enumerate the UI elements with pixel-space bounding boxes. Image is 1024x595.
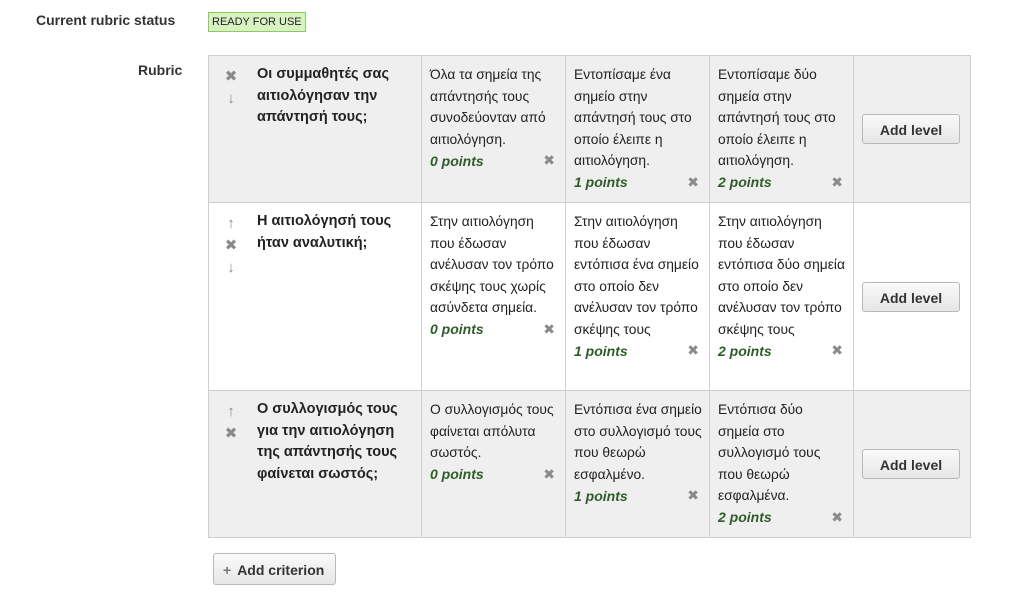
level-cell[interactable] bbox=[566, 203, 710, 391]
close-icon[interactable]: ✖ bbox=[224, 237, 238, 254]
level-definition[interactable]: Εντόπισα ένα σημείο στο συλλογισμό τους που θεωρώ εσφαλμένο. bbox=[574, 402, 702, 482]
level-cell[interactable] bbox=[710, 56, 854, 203]
rubric-table bbox=[208, 55, 971, 538]
level-definition[interactable]: Στην αιτιολόγηση που έδωσαν εντόπισα ένα σημείο στο οποίο δεν ανέλυσαν τον τρόπο σκέψης τους bbox=[574, 214, 699, 337]
add-level-button[interactable]: Add level bbox=[862, 282, 960, 312]
close-icon[interactable]: ✖ bbox=[831, 342, 843, 358]
add-level-button[interactable]: Add level bbox=[862, 449, 960, 479]
level-footer bbox=[422, 321, 565, 338]
arrow-up-icon[interactable]: ↑ bbox=[227, 403, 235, 420]
arrow-down-icon[interactable]: ↓ bbox=[227, 259, 235, 276]
level-cell[interactable] bbox=[566, 56, 710, 203]
criterion-row bbox=[209, 203, 971, 391]
criterion-description-cell bbox=[209, 56, 422, 203]
close-icon[interactable]: ✖ bbox=[831, 173, 843, 190]
level-points[interactable]: 2 points bbox=[718, 342, 772, 359]
level-points[interactable]: 2 points bbox=[718, 509, 772, 525]
criterion-row bbox=[209, 56, 971, 203]
level-definition[interactable]: Εντοπίσαμε δύο σημεία στην απάντησή τους στο οποίο έλειπε η αιτιολόγηση. bbox=[718, 67, 836, 168]
rubric-label: Rubric bbox=[138, 62, 183, 78]
criterion-description-cell bbox=[209, 391, 422, 538]
level-definition[interactable]: Όλα τα σημεία της απάντησής τους συνοδεύονταν από αιτιολόγηση. bbox=[430, 67, 546, 147]
level-footer bbox=[710, 174, 853, 191]
level-footer bbox=[710, 509, 853, 526]
level-cell[interactable] bbox=[710, 391, 854, 538]
close-icon[interactable]: ✖ bbox=[687, 173, 699, 190]
level-points[interactable]: 1 points bbox=[574, 487, 628, 504]
level-definition[interactable]: Στην αιτιολόγηση που έδωσαν εντόπισα δύο σημεία στο οποίο δεν ανέλυσαν τον τρόπο σκέψης τους bbox=[718, 214, 845, 337]
criterion-description[interactable]: Η αιτιολόγησή τους ήταν αναλυτική; bbox=[257, 213, 392, 251]
level-points[interactable]: 1 points bbox=[574, 342, 628, 359]
level-footer bbox=[566, 174, 709, 191]
arrow-down-icon[interactable]: ↓ bbox=[227, 90, 235, 107]
level-footer bbox=[566, 487, 709, 504]
level-points[interactable]: 0 points bbox=[430, 321, 484, 337]
level-points[interactable]: 0 points bbox=[430, 466, 484, 482]
close-icon[interactable]: ✖ bbox=[224, 425, 238, 442]
level-cell[interactable] bbox=[710, 203, 854, 391]
add-level-cell bbox=[854, 56, 971, 203]
level-points[interactable]: 2 points bbox=[718, 174, 772, 190]
plus-icon: + bbox=[223, 562, 232, 578]
criterion-description[interactable]: Οι συμμαθητές σας αιτιολόγησαν την απάντησή τους; bbox=[257, 66, 390, 125]
level-cell[interactable] bbox=[422, 56, 566, 203]
criterion-row bbox=[209, 391, 971, 538]
status-badge: READY FOR USE bbox=[208, 12, 306, 32]
criterion-controls bbox=[223, 66, 239, 110]
level-definition[interactable]: Στην αιτιολόγηση που έδωσαν ανέλυσαν τον τρόπο σκέψης τους χωρίς ασύνδετα σημεία. bbox=[430, 214, 554, 315]
close-icon[interactable]: ✖ bbox=[831, 508, 843, 525]
add-level-cell bbox=[854, 203, 971, 391]
rubric-status-label: Current rubric status bbox=[36, 12, 176, 28]
level-cell[interactable] bbox=[422, 391, 566, 538]
level-definition[interactable]: Εντόπισα δύο σημεία στο συλλογισμό τους που θεωρώ εσφαλμένα. bbox=[718, 402, 821, 503]
criterion-controls bbox=[223, 401, 239, 445]
level-cell[interactable] bbox=[422, 203, 566, 391]
add-level-button[interactable]: Add level bbox=[862, 114, 960, 144]
level-footer bbox=[566, 342, 709, 359]
level-footer bbox=[710, 342, 853, 359]
criterion-description-cell bbox=[209, 203, 422, 391]
add-criterion-button[interactable] bbox=[213, 553, 336, 585]
close-icon[interactable]: ✖ bbox=[543, 465, 555, 482]
arrow-up-icon[interactable]: ↑ bbox=[227, 215, 235, 232]
close-icon[interactable]: ✖ bbox=[224, 68, 238, 85]
close-icon[interactable]: ✖ bbox=[687, 487, 699, 503]
level-cell[interactable] bbox=[566, 391, 710, 538]
add-criterion-label: Add criterion bbox=[237, 562, 325, 578]
close-icon[interactable]: ✖ bbox=[543, 152, 555, 168]
level-points[interactable]: 1 points bbox=[574, 174, 628, 190]
close-icon[interactable]: ✖ bbox=[543, 320, 555, 337]
add-level-cell bbox=[854, 391, 971, 538]
criterion-controls bbox=[223, 213, 239, 279]
close-icon[interactable]: ✖ bbox=[687, 342, 699, 358]
level-definition[interactable]: Εντοπίσαμε ένα σημείο στην απάντησή τους στο οποίο έλειπε η αιτιολόγηση. bbox=[574, 67, 692, 168]
criterion-description[interactable]: Ο συλλογισμός τους για την αιτιολόγηση της απάντησής τους φαίνεται σωστός; bbox=[257, 401, 398, 482]
level-points[interactable]: 0 points bbox=[430, 152, 484, 169]
level-definition[interactable]: Ο συλλογισμός τους φαίνεται απόλυτα σωστός. bbox=[430, 402, 554, 460]
level-footer bbox=[422, 152, 565, 169]
level-footer bbox=[422, 466, 565, 483]
